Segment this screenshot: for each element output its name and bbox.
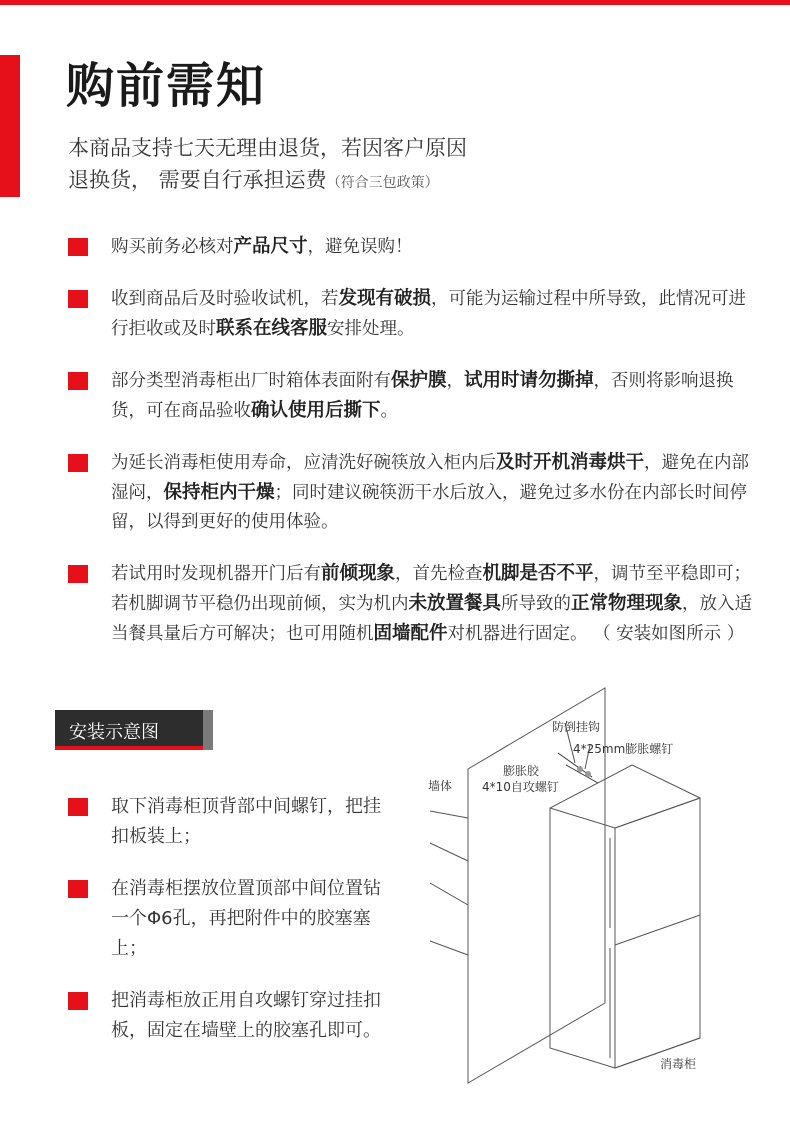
bullet-square-icon (68, 238, 88, 256)
cabinet-door-split (615, 915, 700, 945)
install-step: 把消毒柜放正用自攻螺钉穿过挂扣板，固定在墙壁上的胶塞孔即可。 (68, 986, 398, 1046)
install-step: 在消毒柜摆放位置顶部中间位置钻一个Φ6孔，再把附件中的胶塞塞上； (68, 874, 398, 964)
intro-note: （符合三包政策） (326, 175, 439, 191)
expansion-plug-icon (577, 766, 583, 772)
wall-hatch (430, 811, 468, 818)
install-section-heading (55, 710, 203, 750)
install-steps (68, 792, 398, 1068)
intro-line-2: 退换货， 需要自行承担运费（符合三包政策） (68, 168, 439, 192)
cabinet-door (615, 798, 700, 1068)
install-step: 取下消毒柜顶背部中间螺钉，把挂扣板装上； (68, 792, 398, 852)
notice-item: 收到商品后及时验收试机，若发现有破损，可能为运输过程中所导致，此情况可进行拒收或及时联系在线客服安排处理。 (68, 284, 758, 344)
page-title: 购前需知 (66, 58, 267, 114)
notice-item: 部分类型消毒柜出厂时箱体表面附有保护膜，试用时请勿撕掉，否则将影响退换货，可在商品验收确认使用后撕下。 (68, 366, 758, 426)
install-diagram (400, 683, 790, 1103)
wall-hatch (430, 941, 468, 955)
notice-list (68, 232, 758, 671)
label-wall: 墙体 (428, 779, 453, 793)
bullet-square-icon (68, 880, 88, 898)
bullet-square-icon (68, 798, 88, 816)
label-tapping-screw: 4*10自攻螺钉 (482, 780, 559, 794)
wall-hatch (430, 843, 468, 861)
top-accent-bar (0, 0, 790, 5)
notice-item: 购买前务必核对产品尺寸，避免误购！ (68, 232, 758, 262)
label-anti-tip-hook: 防倒挂钩 (552, 720, 601, 734)
tapping-screw-icon (585, 771, 591, 777)
return-policy-intro (68, 132, 467, 199)
intro-line-1: 本商品支持七天无理由退货，若因客户原因 (68, 136, 467, 160)
wall-hatch (430, 883, 468, 905)
label-cabinet: 消毒柜 (660, 1057, 697, 1071)
notice-item: 若试用时发现机器开门后有前倾现象，首先检查机脚是否不平，调节至平稳即可；若机脚调节平稳仍出现前倾，实为机内未放置餐具所导致的正常物理现象，放入适当餐具量后方可解决；也可用随机固墙配件对机器进行固定。 （ 安装如图所示 ） (68, 559, 758, 649)
bullet-square-icon (68, 454, 88, 472)
label-expansion-plug: 膨胀胶 (503, 764, 540, 778)
bullet-square-icon (68, 565, 88, 583)
cabinet-top-edge (550, 798, 700, 828)
bullet-square-icon (68, 992, 88, 1010)
label-expansion-screw: 4*25mm膨胀螺钉 (573, 742, 674, 756)
title-accent-block (0, 55, 20, 197)
notice-item: 为延长消毒柜使用寿命，应清洗好碗筷放入柜内后及时开机消毒烘干，避免在内部湿闷，保持柜内干燥；同时建议碗筷沥干水后放入，避免过多水份在内部长时间停留，以得到更好的使用体验。 (68, 448, 758, 537)
install-heading-label: 安装示意图 (69, 722, 159, 743)
bullet-square-icon (68, 372, 88, 390)
bullet-square-icon (68, 290, 88, 308)
